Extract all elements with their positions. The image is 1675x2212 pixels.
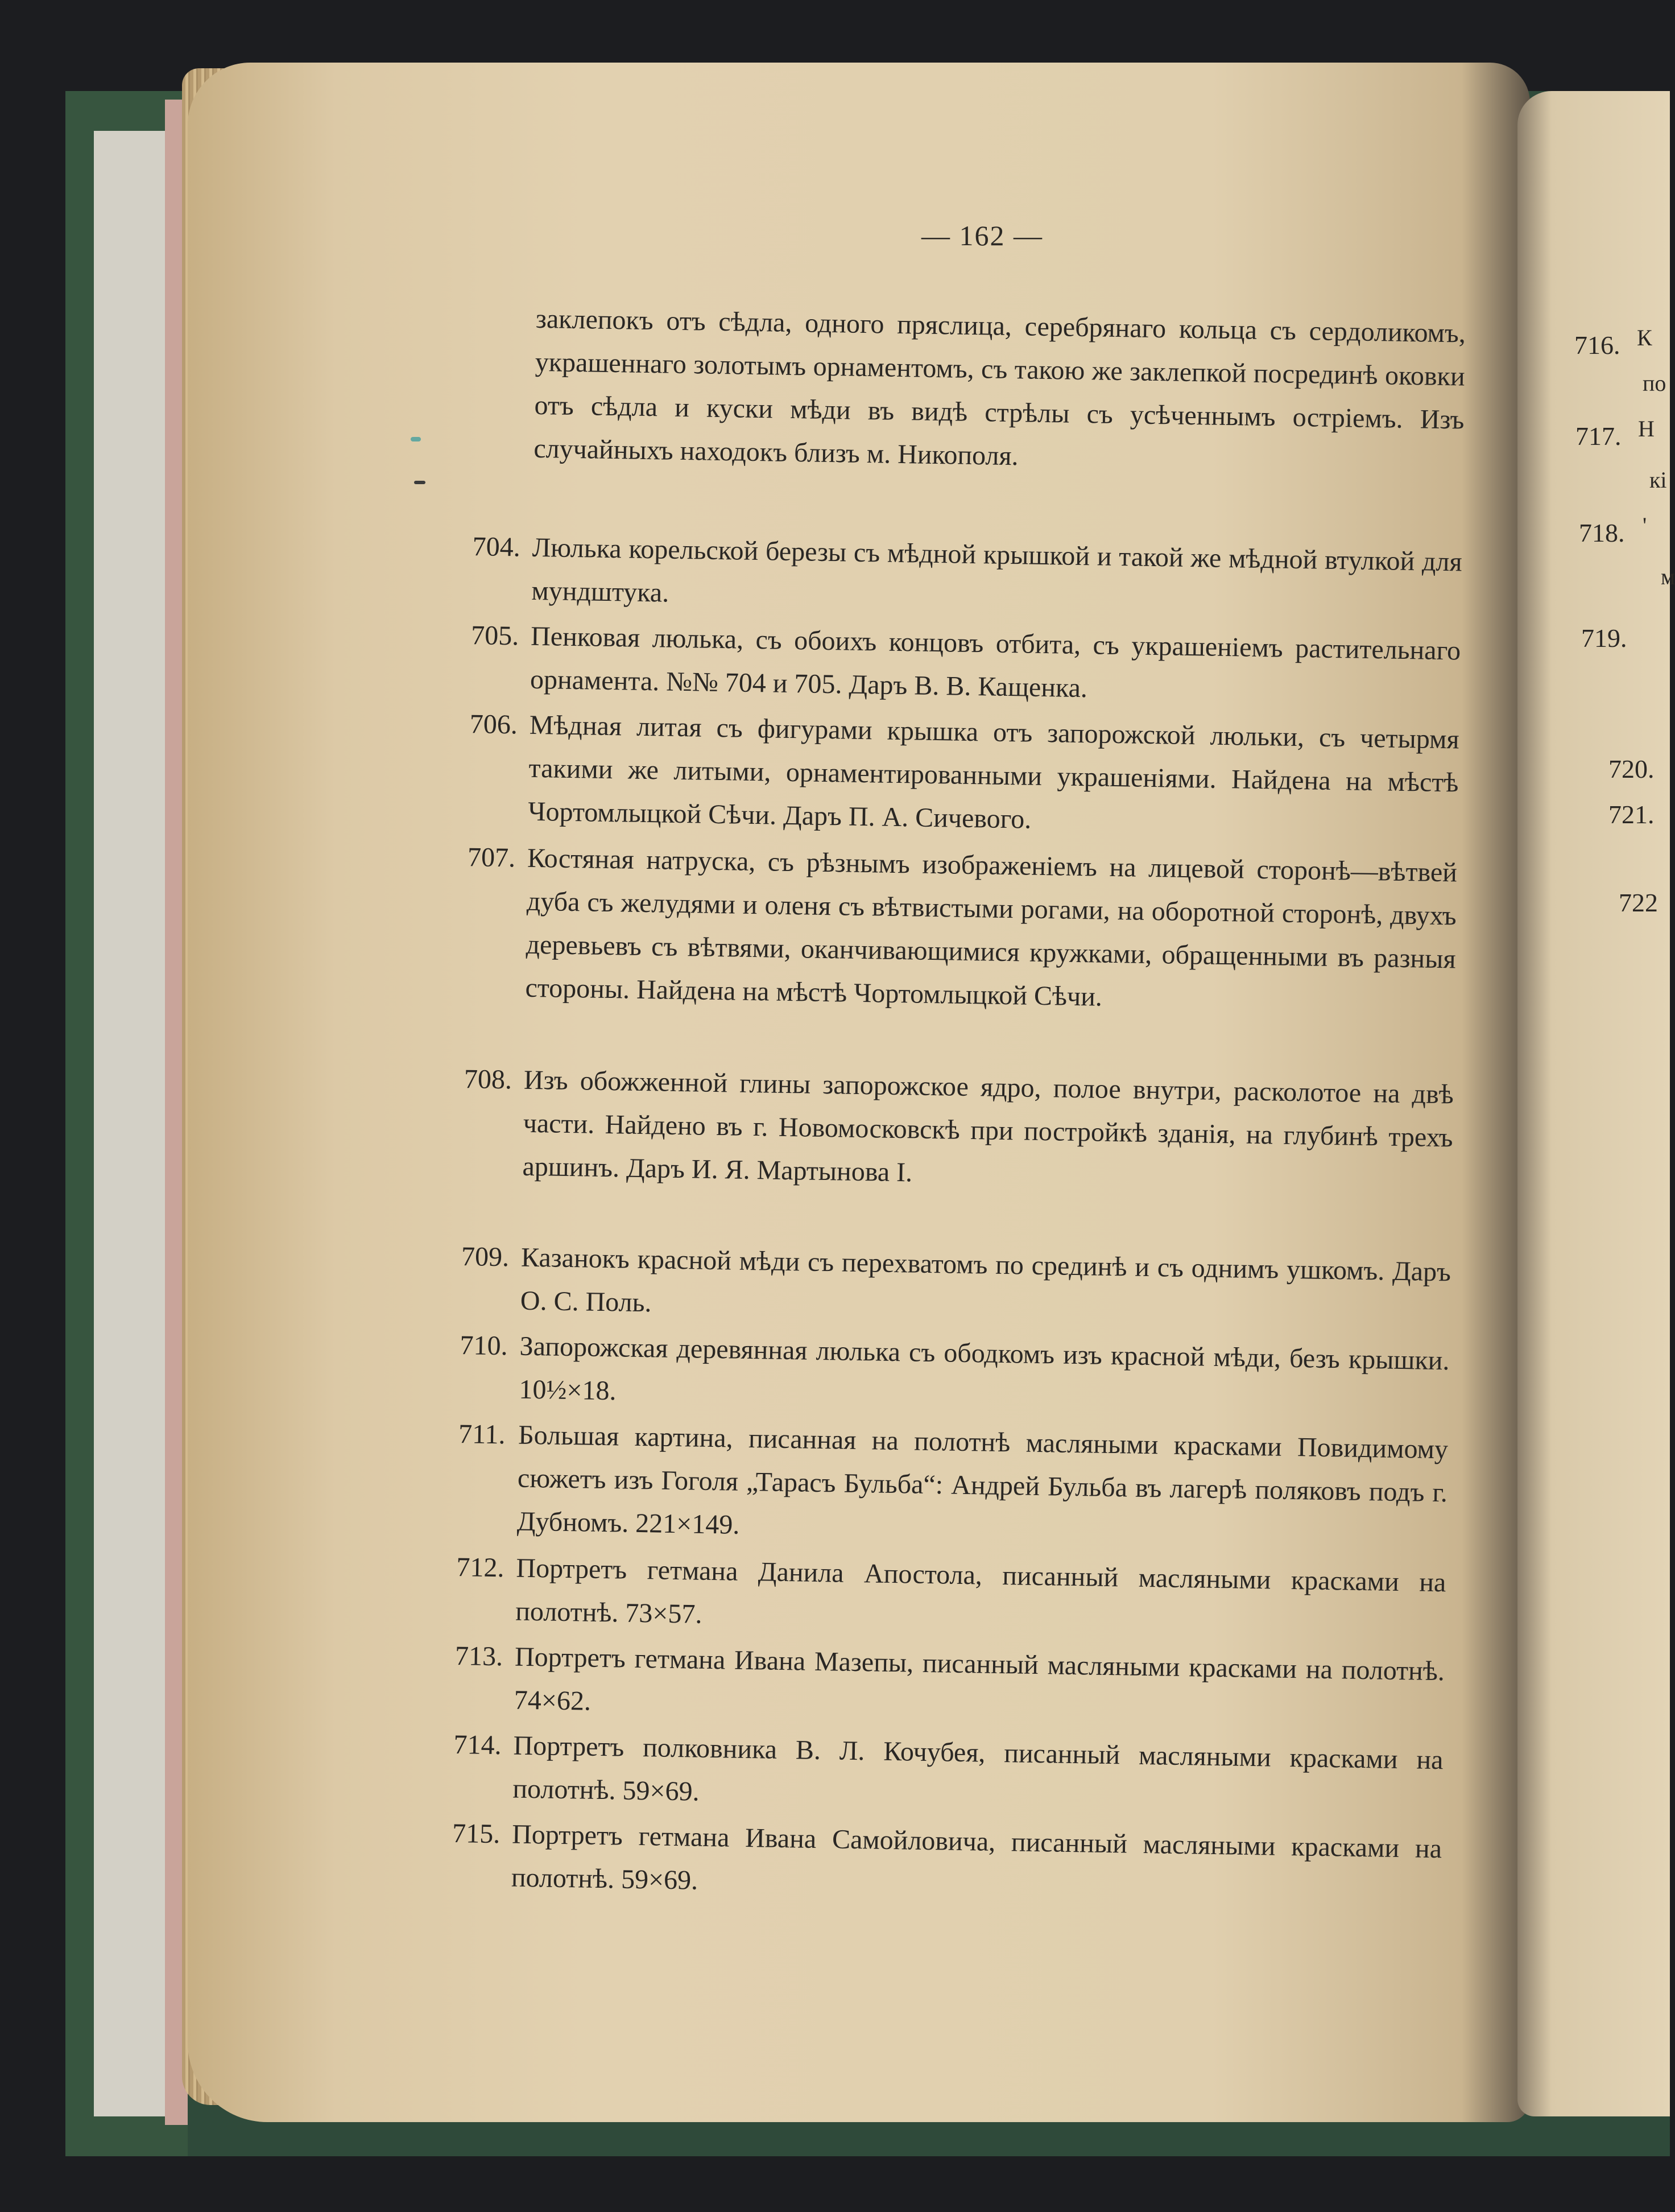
facing-item-number: 719. [1581,624,1627,653]
catalog-entry [454,1636,1445,1737]
facing-item-number: 718. [1579,518,1625,547]
facing-item-number: 716. [1574,331,1620,360]
facing-item-fragment: К [1637,325,1652,350]
catalog-entry [469,704,1460,848]
entry-number: 715. [452,1818,501,1850]
entry-number: 712. [456,1551,504,1583]
continuation-paragraph: заклепокъ отъ сѣдла, одного пряслица, серебрянаго кольца съ сердоликомъ, украшеннаго золотымъ орнаментомъ, съ такою же заклепкой посрединѣ оковки отъ сѣдла и куски мѣди въ видѣ стрѣлы съ усѣченнымъ остріемъ. Изъ случайныхъ находокъ близъ м. Никополя. [533,303,1466,472]
catalog-entry [453,1724,1444,1826]
entry-text: Портретъ полковника В. Л. Кочубея, писанный масляными красками на полотнѣ. 59×69. [512,1730,1444,1807]
facing-item-number: 720. [1608,754,1655,783]
entry-text: Костяная натруска, съ рѣзнымъ изображеніемъ на лицевой сторонѣ—вѣтвей дуба съ желудями и оленя съ вѣтвистыми рогами, на оборотной сторонѣ, двухъ деревьевъ съ вѣтвями, оканчивающимися кружками, обращенными въ разныя стороны. Найдена на мѣстѣ Чортомлыцкой Сѣчи. [525,843,1458,1012]
entry-text: Портретъ гетмана Ивана Мазепы, писанный масляными красками на полотнѣ. 74×62. [514,1641,1445,1716]
catalog-entry [460,1325,1450,1426]
facing-page [1517,91,1675,2116]
entry-text: Изъ обожженной глины запорожское ядро, полое внутри, расколотое на двѣ части. Найдено въ г. Новомосковскѣ при постройкѣ зданія, на глубинѣ трехъ аршинъ. Даръ И. Я. Мартынова I. [522,1064,1454,1188]
entry-number: 713. [454,1640,503,1672]
catalog-entry [456,1547,1446,1648]
entry-number: 711. [458,1418,506,1450]
entry-text: Мѣдная литая съ фигурами крышка отъ запорожской люльки, съ четырмя такими же литыми, орнаментированными украшеніями. Найдена на мѣстѣ Чортомлыцкой Сѣчи. Даръ П. А. Сичевого. [528,709,1460,835]
page-blemish [411,437,421,441]
facing-item-number: 721. [1608,800,1655,829]
catalog-entry [461,1236,1451,1338]
catalog-entry [470,615,1461,716]
entry-number: 709. [461,1241,510,1273]
page-blemish [414,481,425,484]
entry-number: 708. [464,1064,512,1095]
catalog-entry [467,837,1458,1025]
entry-text: Люлька корельской березы съ мѣдной крышкой и такой же мѣдной втулкой для мундштука. [531,532,1462,608]
entry-text: Пенковая люлька, съ обоихъ концовъ отбита, съ украшеніемъ растительнаго орнамента. №№ 704 и 705. Даръ В. В. Кащенка. [530,621,1461,704]
entry-text: Запорожская деревянная люлька съ ободкомъ изъ красной мѣди, безъ крышки. 10½×18. [519,1331,1450,1406]
entry-text: Большая картина, писанная на полотнѣ масляными красками Повидимому сюжетъ изъ Гоголя „Тарасъ Бульба“: Андрей Бульба въ лагерѣ поляковъ подъ г. Дубномъ. 221×149. [516,1419,1449,1540]
entry-number: 705. [470,620,519,651]
catalog-entry [472,526,1462,628]
entry-number: 706. [469,709,518,740]
facing-item-fragment: кі [1649,467,1667,493]
entry-text: Казанокъ красной мѣди съ перехватомъ по срединѣ и съ однимъ ушкомъ. Даръ О. С. Поль. [520,1242,1451,1318]
facing-item-number: 717. [1575,422,1622,451]
catalog-entry [452,1813,1442,1914]
entry-number: 704. [472,531,521,563]
facing-item-fragment: м [1661,564,1675,589]
catalog-entry [458,1414,1449,1558]
entry-text: Портретъ гетмана Данила Апостола, писанный масляными красками на полотнѣ. 73×57. [515,1553,1446,1629]
facing-item-fragment: Н [1638,416,1655,441]
entry-number: 714. [453,1729,502,1761]
page-number: — 162 — [921,220,1043,251]
entry-number: 710. [460,1330,508,1361]
entry-text: Портретъ гетмана Ивана Самойловича, писанный масляными красками на полотнѣ. 59×69. [511,1819,1442,1896]
facing-item-number: 722 [1619,888,1658,917]
entry-number: 707. [467,842,516,873]
catalog-entry [464,1059,1454,1203]
facing-item-fragment: по [1643,370,1666,396]
facing-item-fragment: ' [1643,513,1647,538]
